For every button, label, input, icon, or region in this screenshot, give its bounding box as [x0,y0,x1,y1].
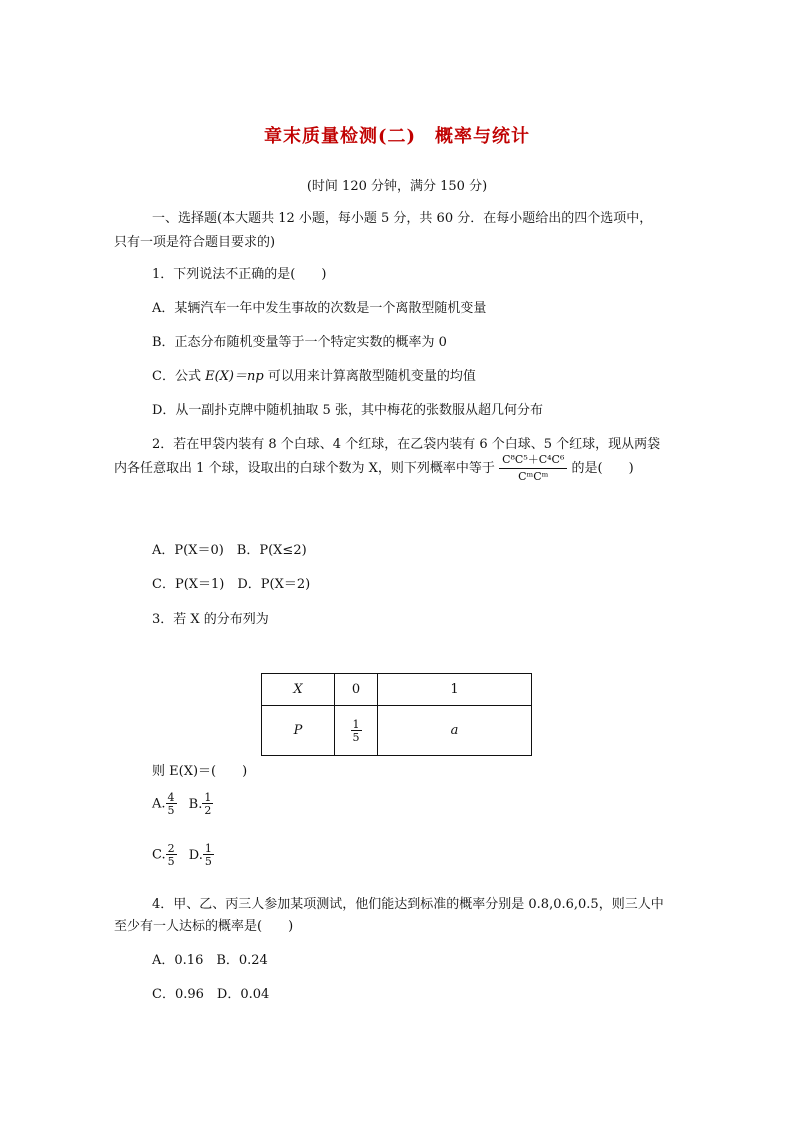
table-cell: 0 [335,674,378,706]
fraction-numerator: 1 [204,842,212,855]
table-cell: P [262,706,335,756]
q2-line2 [114,454,634,483]
section-heading [114,207,684,255]
table-fraction [351,719,362,743]
q2-options-cd: C．P(X＝1) D．P(X＝2) [152,577,311,592]
section-heading-line2: 只有一项是符合题目要求的) [114,235,276,250]
q3-stem: 3．若 X 的分布列为 [152,612,269,627]
section-heading-line1: 一、选择题(本大题共 12 小题，每小题 5 分，共 60 分．在每小题给出的四个选项中， [152,211,653,226]
fraction-denominator: 5 [352,730,360,744]
fraction-denominator: 5 [167,855,175,868]
q2-line1: 2．若在甲袋内装有 8 个白球、4 个红球，在乙袋内装有 6 个白球、5 个红球，现从两袋 [152,437,661,452]
q3-option-c-label: C. [152,847,166,863]
q3-option-b-fraction [202,792,213,816]
table-cell: X [262,674,335,706]
q1-option-c-formula: E(X)＝np [205,369,264,384]
q3-options-cd [152,843,214,867]
fraction-numerator: 1 [204,791,212,804]
q1-option-c-post: 可以用来计算离散型随机变量的均值 [263,369,476,384]
fraction-numerator: 4 [167,791,175,804]
q4-options-cd: C．0.96 D．0.04 [152,987,270,1002]
q2-fraction [499,454,567,483]
exam-info: (时间 120 分钟，满分 150 分) [306,179,488,194]
q1-option-d: D．从一副扑克牌中随机抽取 5 张，其中梅花的张数服从超几何分布 [152,403,543,418]
q4-options-ab: A．0.16 B．0.24 [152,953,268,968]
q1-option-b: B．正态分布随机变量等于一个特定实数的概率为 0 [152,335,447,350]
q1-option-a: A．某辆汽车一年中发生事故的次数是一个离散型随机变量 [152,301,487,316]
q1-option-c-pre: C．公式 [152,369,206,384]
q3-ask: 则 E(X)＝( ) [152,764,248,779]
q2-fraction-numerator: C⁸C⁵＋C⁴C⁶ [502,453,565,466]
q3-options-ab [152,792,213,816]
table-cell: a [378,706,532,756]
q2-line2-post: 的是( ) [571,461,634,477]
q3-option-b-label: B. [188,796,203,812]
q1-option-c [152,365,476,384]
fraction-numerator: 2 [167,842,175,855]
page-title: 章末质量检测(二) 概率与统计 [263,126,531,147]
q3-option-a-label: A. [152,796,166,812]
q3-option-c-fraction [166,843,177,867]
q3-option-a-fraction [166,792,177,816]
table-cell: 1 [378,674,532,706]
q3-option-d-label: D. [188,847,203,863]
fraction-numerator: 1 [352,717,360,731]
q2-line2-pre: 内各任意取出 1 个球，设取出的白球个数为 X，则下列概率中等于 [114,461,495,477]
q4-line1: 4．甲、乙、丙三人参加某项测试，他们能达到标准的概率分别是 0.8,0.6,0.5，则三人中 [152,897,664,912]
q2-options-ab: A．P(X＝0) B．P(X≤2) [152,543,307,558]
q4-line2: 至少有一人达标的概率是( ) [114,919,294,934]
q2-fraction-denominator: CᵐCᵐ [499,468,567,483]
q3-option-d-fraction [203,843,214,867]
fraction-denominator: 5 [204,855,212,868]
table-cell [335,706,378,756]
table-row [262,706,532,756]
fraction-denominator: 2 [204,804,212,817]
fraction-denominator: 5 [167,804,175,817]
q1-stem: 1．下列说法不正确的是( ) [152,267,327,282]
distribution-table [261,673,532,756]
table-row [262,674,532,706]
